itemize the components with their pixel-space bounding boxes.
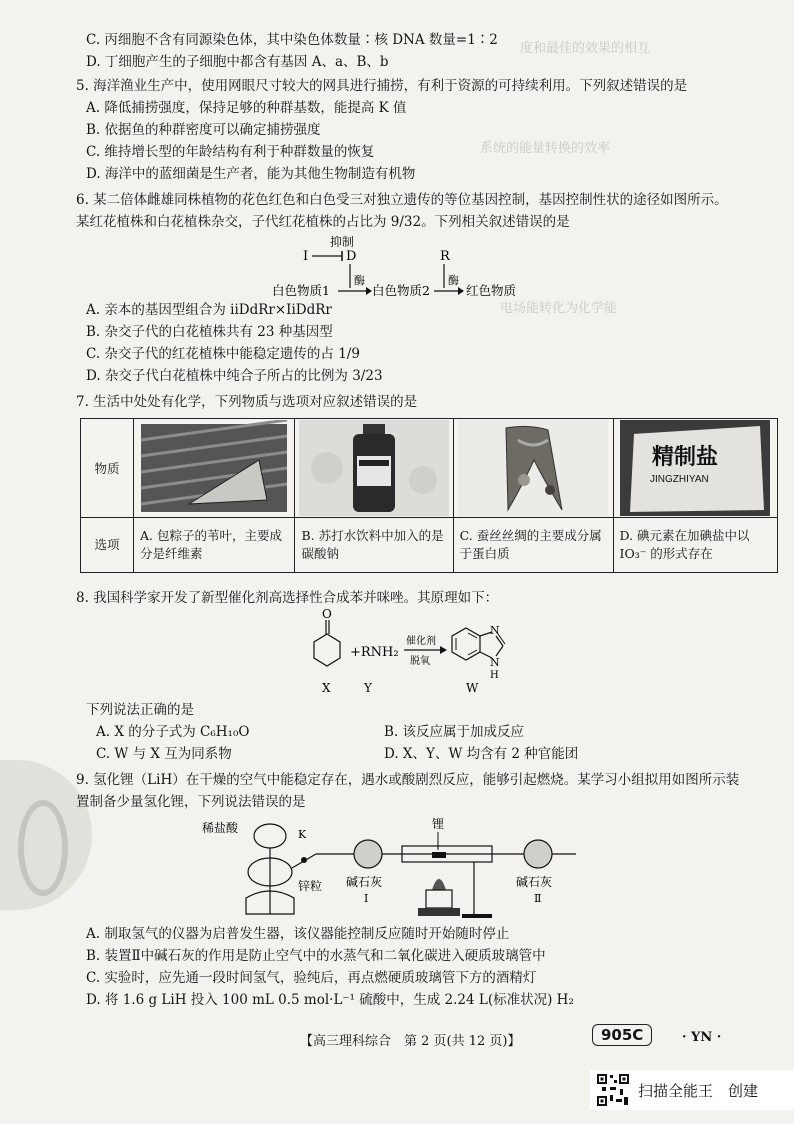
burner-flame (432, 879, 446, 890)
label-x: X (322, 681, 331, 695)
q9-option-b: B. 装置Ⅱ中碱石灰的作用是防止空气中的水蒸气和二氧化碳进入硬质玻璃管中 (86, 948, 546, 964)
q4-option-c: C. 丙细胞不含有同源染色体，其中染色体数量∶核 DNA 数量=1∶2 (86, 32, 498, 48)
catalyst-label: 催化剂 (406, 636, 436, 647)
q9-option-a: A. 制取氢气的仪器为启普发生器，该仪器能控制反应随时开始随时停止 (86, 926, 510, 942)
lithium-label: 锂 (432, 817, 445, 831)
gene-pathway-diagram (260, 232, 560, 310)
valve-k-label: K (298, 828, 307, 841)
qr-code-icon (596, 1073, 630, 1107)
label-w: W (466, 681, 479, 695)
alcohol-lamp (426, 890, 452, 908)
q5-stem: 5. 海洋渔业生产中，使用网眼尺寸较大的网具进行捕捞，有利于资源的可持续利用。下列叙述错误的是 (76, 78, 688, 94)
gene-i-label: I (303, 249, 309, 264)
pic-reed-leaf (134, 419, 295, 518)
cyclohexanone-ring (314, 634, 340, 666)
q8-option-b: B. 该反应属于加成反应 (384, 724, 525, 740)
pic-iodized-salt (613, 419, 777, 518)
imidazole-h: H (490, 670, 499, 681)
q5-option-d: D. 海洋中的蓝细菌是生产者，能为其他生物制造有机物 (86, 166, 416, 182)
imidazole-n: N (490, 624, 500, 637)
q8-option-c: C. W 与 X 互为同系物 (96, 746, 232, 762)
q7-option-b: B. 苏打水饮料中加入的是碳酸钠 (295, 518, 453, 573)
q9-option-c: C. 实验时，应先通一段时间氢气，验纯后，再点燃硬质玻璃管下方的酒精灯 (86, 970, 537, 986)
q6-stem-2: 某红花植株和白花植株杂交，子代红花植株的占比为 9/32。下列相关叙述错误的是 (76, 214, 570, 230)
oxygen-atom: O (322, 607, 332, 621)
soda-lime-1-num: Ⅰ (364, 892, 369, 905)
lih-apparatus-diagram (196, 814, 636, 926)
q8-option-a: A. X 的分子式为 C₆H₁₀O (96, 724, 250, 740)
q8-option-d: D. X、Y、W 均含有 2 种官能团 (384, 746, 579, 762)
substance-3: 红色物质 (466, 283, 517, 298)
silk-scarf-image (458, 420, 608, 516)
salt-pinyin-text: JINGZHIYAN (650, 474, 709, 485)
gene-r-label: R (440, 249, 450, 264)
ghost-text: 系统的能量转换的效率 (480, 141, 611, 156)
q5-option-a: A. 降低捕捞强度，保持足够的种群基数，能提高 K 值 (86, 100, 407, 116)
imidazole-nh: N (490, 656, 500, 669)
paper-code: 905C (592, 1024, 652, 1046)
q9-stem-1: 9. 氢化锂（LiH）在干燥的空气中能稳定存在，遇水或酸剧烈反应，能够引起燃烧。某学习小组拟用如图所示装 (76, 772, 740, 788)
soda-lime-1-label: 碱石灰 (346, 875, 383, 889)
label-y: Y (364, 681, 372, 695)
drying-tube-2 (524, 840, 552, 868)
row-label-option: 选项 (81, 518, 134, 573)
soda-lime-2-label: 碱石灰 (516, 875, 553, 889)
q7-option-a: A. 包粽子的苇叶，主要成分是纤维素 (134, 518, 295, 573)
arrowhead (458, 287, 464, 295)
q7-option-d: D. 碘元素在加碘盐中以 IO₃⁻ 的形式存在 (613, 518, 777, 573)
pic-soda-water (295, 419, 453, 518)
q6-option-a: A. 亲本的基因型组合为 iiDdRr×IiDdRr (86, 302, 332, 318)
substance-1: 白色物质1 (272, 283, 330, 298)
valve-k (301, 857, 307, 863)
benzimidazole-reaction (300, 606, 540, 698)
q7-table (80, 418, 778, 573)
ghost-text: 电场能转化为化学能 (500, 301, 618, 316)
scanner-watermark (590, 1070, 794, 1110)
enzyme-label: 酶 (448, 274, 459, 287)
salt-brand-text: 精制盐 (652, 444, 719, 470)
iodized-salt-bag-image (620, 420, 770, 516)
drying-tube-1 (354, 840, 382, 868)
q9-stem-2: 置制备少量氢化锂，下列说法错误的是 (76, 794, 306, 810)
q6-option-b: B. 杂交子代的白花植株共有 23 种基因型 (86, 324, 333, 340)
q6-option-c: C. 杂交子代的红花植株中能稳定遗传的占 1/9 (86, 346, 360, 362)
kipp-top-bulb (254, 824, 286, 848)
enzyme-label: 酶 (354, 274, 365, 287)
page-footer: 【高三理科综合 第 2 页(共 12 页)】 (300, 1034, 521, 1049)
soda-water-bottle-image (299, 420, 449, 516)
row-label-substance: 物质 (81, 419, 134, 518)
substance-2: 白色物质2 (372, 283, 430, 298)
q9-option-d: D. 将 1.6 g LiH 投入 100 mL 0.5 mol·L⁻¹ 硫酸中，生成 2.24 L(标准状况) H₂ (86, 992, 574, 1008)
q5-option-c: C. 维持增长型的年龄结构有利于种群数量的恢复 (86, 144, 375, 160)
deoxygenation-label: 脱氧 (410, 656, 430, 667)
soda-lime-2-num: Ⅱ (534, 892, 542, 905)
q8-prompt: 下列说法正确的是 (86, 702, 194, 718)
gene-d-label: D (346, 249, 357, 264)
lamp-base (418, 908, 460, 916)
reed-leaf-zongzi-image (139, 420, 289, 516)
pic-silk-scarf (453, 419, 613, 518)
region-mark: · YN · (682, 1030, 722, 1045)
scanner-app-text: 扫描全能王 创建 (638, 1082, 759, 1100)
q6-option-d: D. 杂交子代白花植株中纯合子所占的比例为 3/23 (86, 368, 383, 384)
amine-reagent: +RNH₂ (350, 645, 399, 660)
inhibit-label: 抑制 (330, 235, 355, 249)
q5-option-b: B. 依据鱼的种群密度可以确定捕捞强度 (86, 122, 321, 138)
zinc-label: 锌粒 (298, 879, 323, 893)
q8-stem: 8. 我国科学家开发了新型催化剂高选择性合成苯并咪唑。其原理如下： (76, 590, 499, 606)
hcl-label: 稀盐酸 (202, 821, 239, 835)
bleed-through-ring (18, 800, 68, 896)
q7-option-c: C. 蚕丝丝绸的主要成分属于蛋白质 (453, 518, 613, 573)
q4-option-d: D. 丁细胞产生的子细胞中都含有基因 A、a、B、b (86, 54, 389, 70)
q6-stem-1: 6. 某二倍体雌雄同株植物的花色红色和白色受三对独立遗传的等位基因控制，基因控制性状的途径如图所示。 (76, 192, 728, 208)
ghost-text: 度和最佳的效果的相互 (520, 41, 651, 56)
lithium-boat (432, 852, 446, 858)
q7-stem: 7. 生活中处处有化学，下列物质与选项对应叙述错误的是 (76, 394, 418, 410)
